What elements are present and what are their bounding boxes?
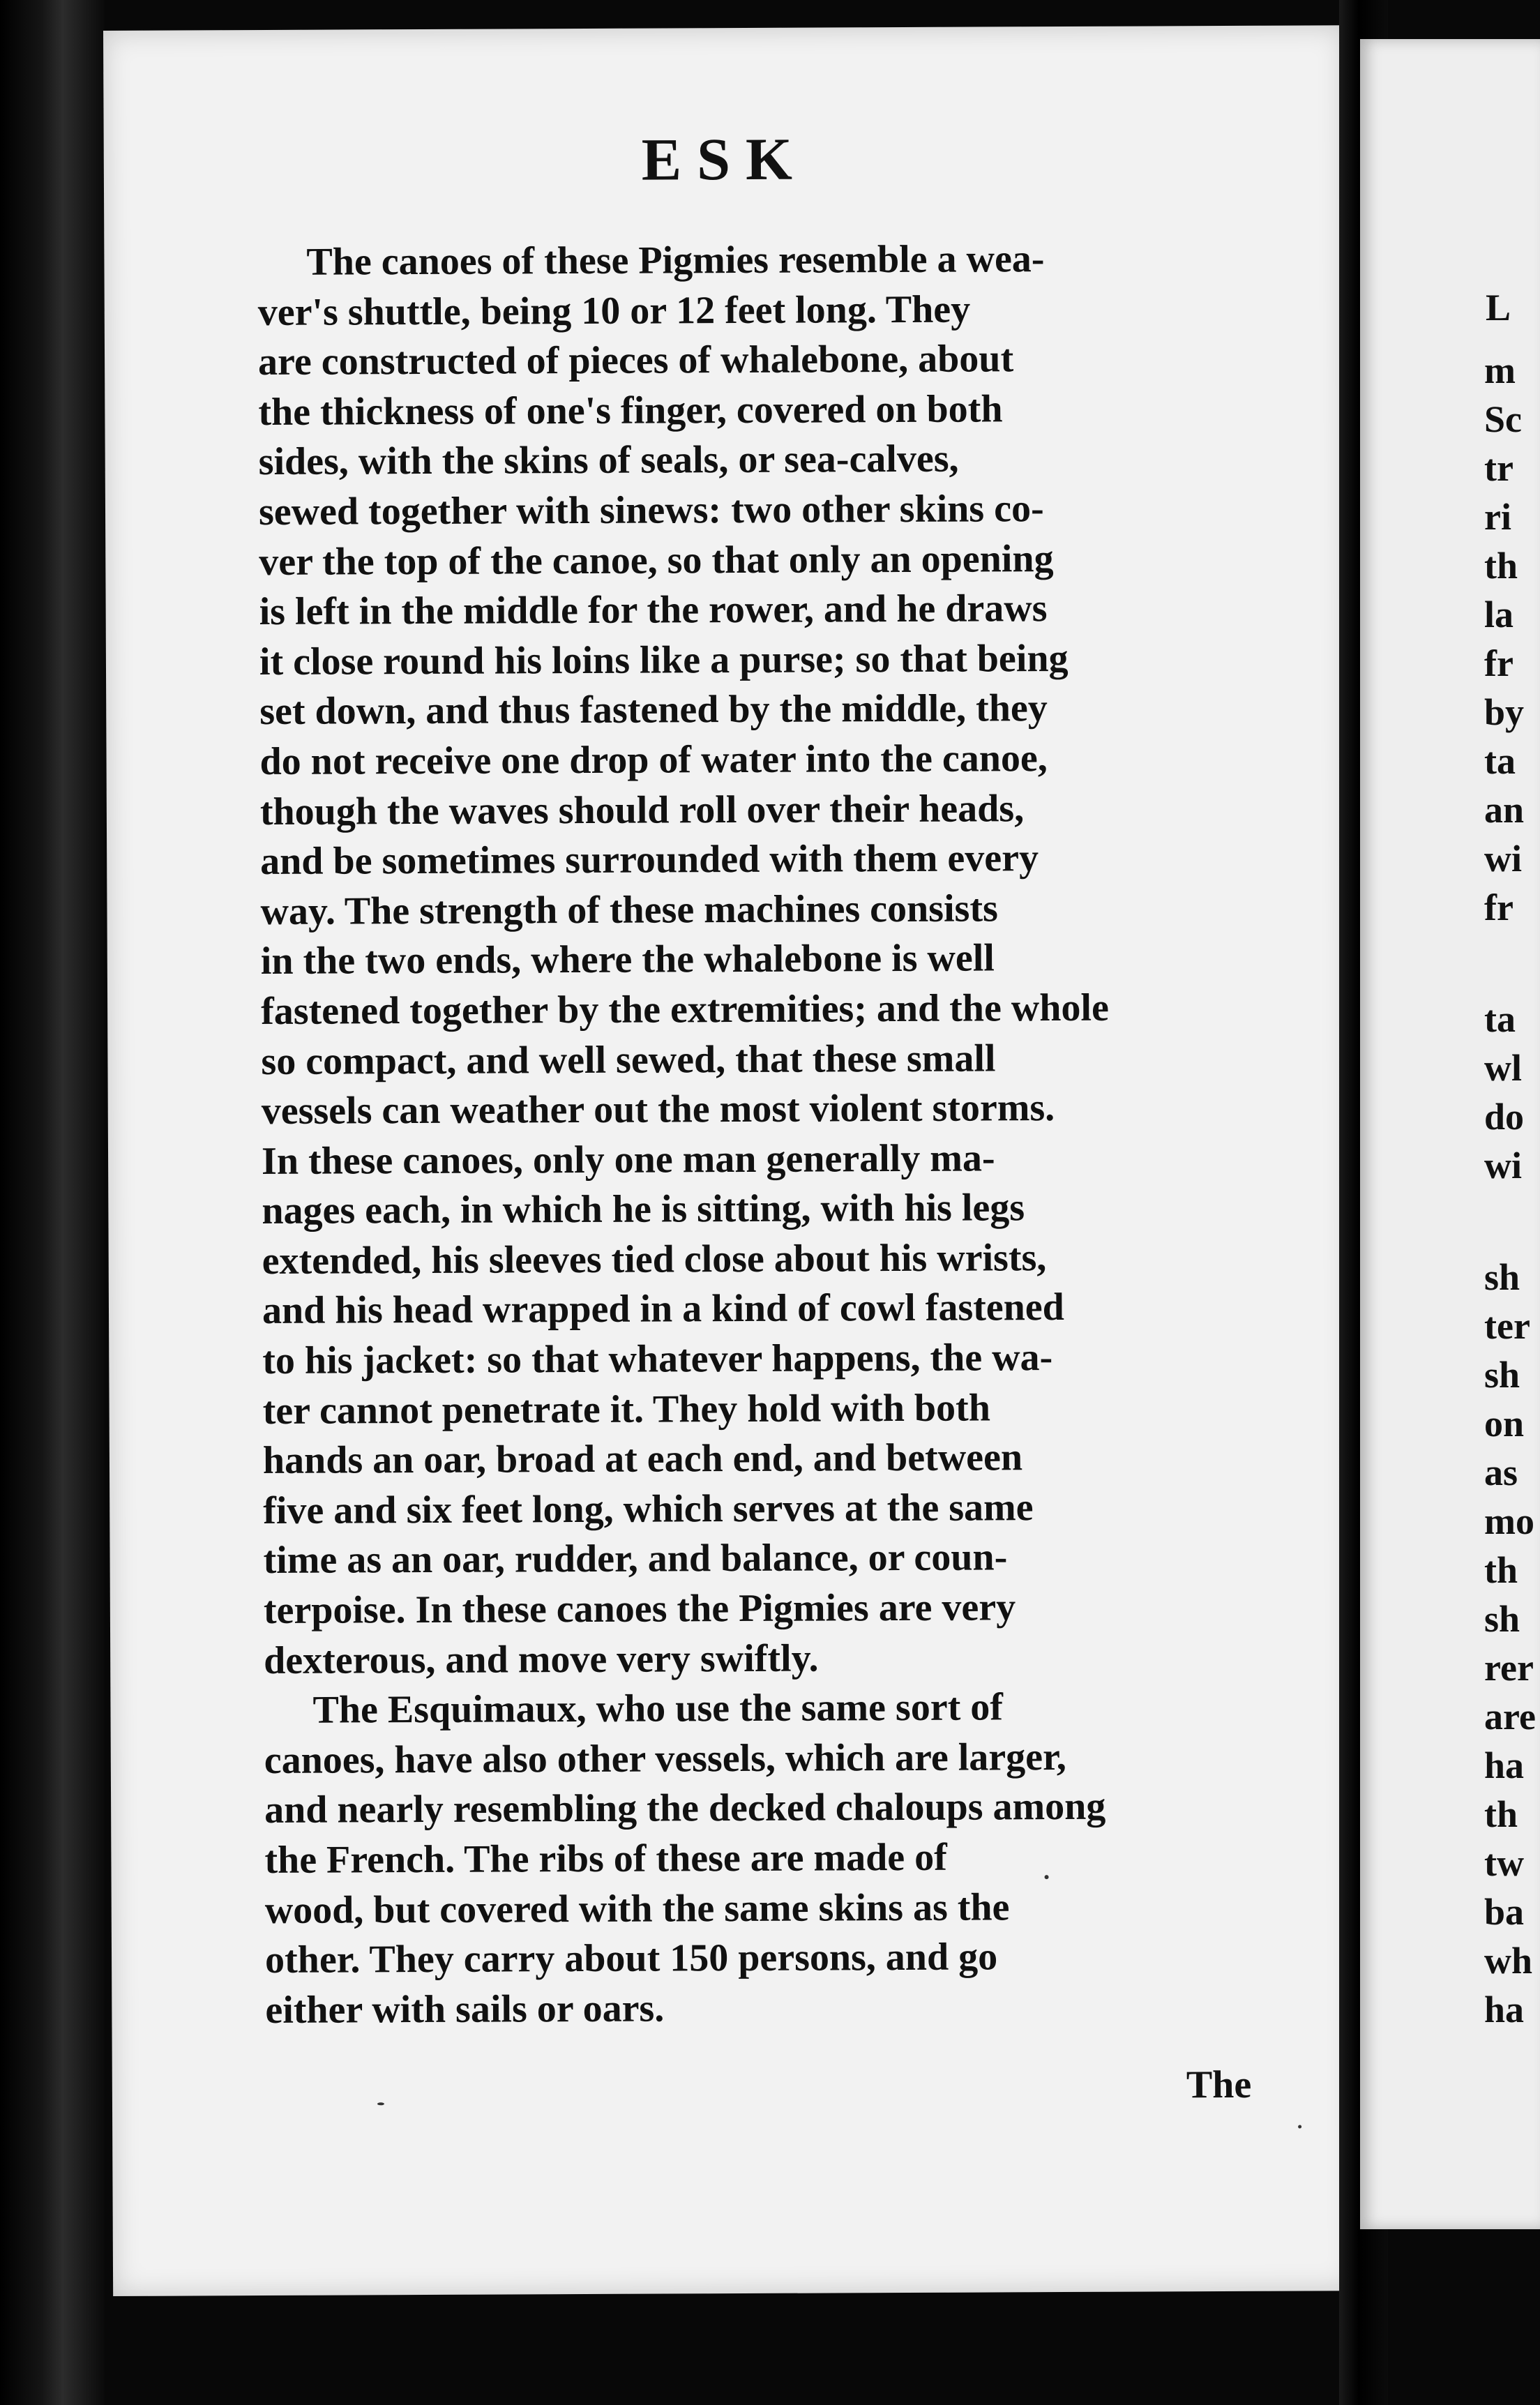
- page-body-text: [257, 233, 1353, 2035]
- print-speck: [1298, 2125, 1301, 2129]
- text-line: nages each, in which he is sitting, with his legs: [262, 1186, 1025, 1233]
- facing-page-fragment: th: [1484, 1549, 1518, 1591]
- text-line: so compact, and well sewed, that these small: [261, 1036, 996, 1083]
- facing-page-fragment: tw: [1484, 1842, 1524, 1884]
- facing-page-fragment: as: [1484, 1452, 1518, 1493]
- print-speck: [377, 2102, 384, 2105]
- facing-page-fragment: ta: [1484, 740, 1516, 782]
- text-line: ver's shuttle, being 10 or 12 feet long. They: [257, 287, 971, 334]
- facing-page-fragment: rer: [1484, 1647, 1534, 1689]
- text-line: and his head wrapped in a kind of cowl fastened: [262, 1286, 1064, 1333]
- book-edge-left: [0, 0, 105, 2405]
- facing-page-fragment: ha: [1484, 1744, 1525, 1786]
- text-line: and nearly resembling the decked chaloups among: [264, 1785, 1106, 1832]
- facing-page-fragment: on: [1484, 1403, 1525, 1445]
- text-line: are constructed of pieces of whalebone, about: [257, 337, 1014, 384]
- facing-page-fragment: ta: [1484, 998, 1516, 1040]
- facing-page: [1360, 39, 1540, 2229]
- text-line: canoes, have also other vessels, which are larger,: [264, 1735, 1066, 1782]
- facing-page-fragment: Sc: [1484, 398, 1522, 440]
- facing-page-fragment: tr: [1484, 447, 1513, 489]
- facing-page-fragment: sh: [1484, 1256, 1520, 1298]
- text-line: vessels can weather out the most violent storms.: [261, 1086, 1055, 1133]
- facing-page-fragment: sh: [1484, 1354, 1520, 1396]
- text-line: dexterous, and move very swiftly.: [264, 1636, 819, 1682]
- facing-page-fragment: sh: [1484, 1598, 1520, 1640]
- facing-page-fragment: do: [1484, 1096, 1525, 1138]
- text-line: sides, with the skins of seals, or sea-calves,: [258, 437, 959, 484]
- facing-page-fragment: wi: [1484, 838, 1522, 880]
- print-speck: [1045, 1875, 1049, 1879]
- text-line: though the waves should roll over their heads,: [259, 786, 1025, 834]
- text-line: fastened together by the extremities; and the whole: [261, 986, 1109, 1033]
- text-line: to his jacket: so that whatever happens, the wa-: [262, 1336, 1053, 1383]
- facing-page-fragment: ri: [1484, 496, 1511, 538]
- facing-page-fragment: th: [1484, 1793, 1518, 1835]
- facing-page-fragment: are: [1484, 1696, 1536, 1737]
- facing-page-fragment: ba: [1484, 1891, 1525, 1933]
- facing-page-fragment: an: [1484, 789, 1525, 831]
- text-line: other. They carry about 150 persons, and go: [264, 1935, 998, 1982]
- text-line: it close round his loins like a purse; so that being: [259, 636, 1069, 684]
- running-head: ESK: [641, 125, 808, 193]
- text-line: The canoes of these Pigmies resemble a wea-: [306, 237, 1045, 284]
- text-line: either with sails or oars.: [265, 1986, 665, 2032]
- text-line: way. The strength of these machines consists: [260, 887, 998, 933]
- text-line: sewed together with sinews: two other skins co-: [258, 487, 1044, 534]
- facing-page-fragment: fr: [1484, 642, 1513, 684]
- facing-page-fragment: mo: [1484, 1500, 1534, 1542]
- text-line: set down, and thus fastened by the middle, they: [259, 686, 1048, 734]
- text-line: time as an oar, rudder, and balance, or coun-: [263, 1535, 1008, 1583]
- facing-page-fragment: fr: [1484, 887, 1513, 928]
- facing-page-fragment: la: [1484, 594, 1514, 635]
- facing-page-fragment: m: [1484, 349, 1516, 391]
- text-line: five and six feet long, which serves at the same: [263, 1486, 1034, 1532]
- facing-page-fragment: wi: [1484, 1145, 1522, 1186]
- catchword: The: [1186, 2063, 1252, 2107]
- text-line: ver the top of the canoe, so that only an opening: [259, 536, 1054, 584]
- facing-page-fragment: by: [1484, 691, 1525, 733]
- facing-page-fragment: wl: [1484, 1047, 1522, 1089]
- text-line: The Esquimaux, who use the same sort of: [312, 1685, 1004, 1732]
- text-line: terpoise. In these canoes the Pigmies are very: [263, 1585, 1016, 1633]
- text-line: the French. The ribs of these are made of: [264, 1835, 947, 1883]
- text-line: ter cannot penetrate it. They hold with both: [262, 1386, 991, 1433]
- facing-page-fragment: th: [1484, 545, 1518, 587]
- text-line: and be sometimes surrounded with them every: [260, 836, 1039, 884]
- facing-page-fragment: L: [1486, 287, 1511, 329]
- text-line: is left in the middle for the rower, and he draws: [259, 587, 1048, 634]
- facing-page-fragment: ter: [1484, 1305, 1530, 1347]
- facing-page-fragment: ha: [1484, 1989, 1525, 2030]
- text-line: the thickness of one's finger, covered on both: [258, 387, 1003, 434]
- facing-page-fragment: wh: [1484, 1940, 1533, 1982]
- text-line: in the two ends, where the whalebone is well: [260, 936, 995, 983]
- text-line: In these canoes, only one man generally ma-: [261, 1136, 995, 1183]
- text-line: do not receive one drop of water into the canoe,: [259, 737, 1048, 783]
- text-line: wood, but covered with the same skins as the: [264, 1885, 1010, 1932]
- book-page: [103, 25, 1354, 2296]
- text-line: hands an oar, broad at each end, and between: [262, 1435, 1023, 1483]
- text-line: extended, his sleeves tied close about his wrists,: [262, 1235, 1047, 1283]
